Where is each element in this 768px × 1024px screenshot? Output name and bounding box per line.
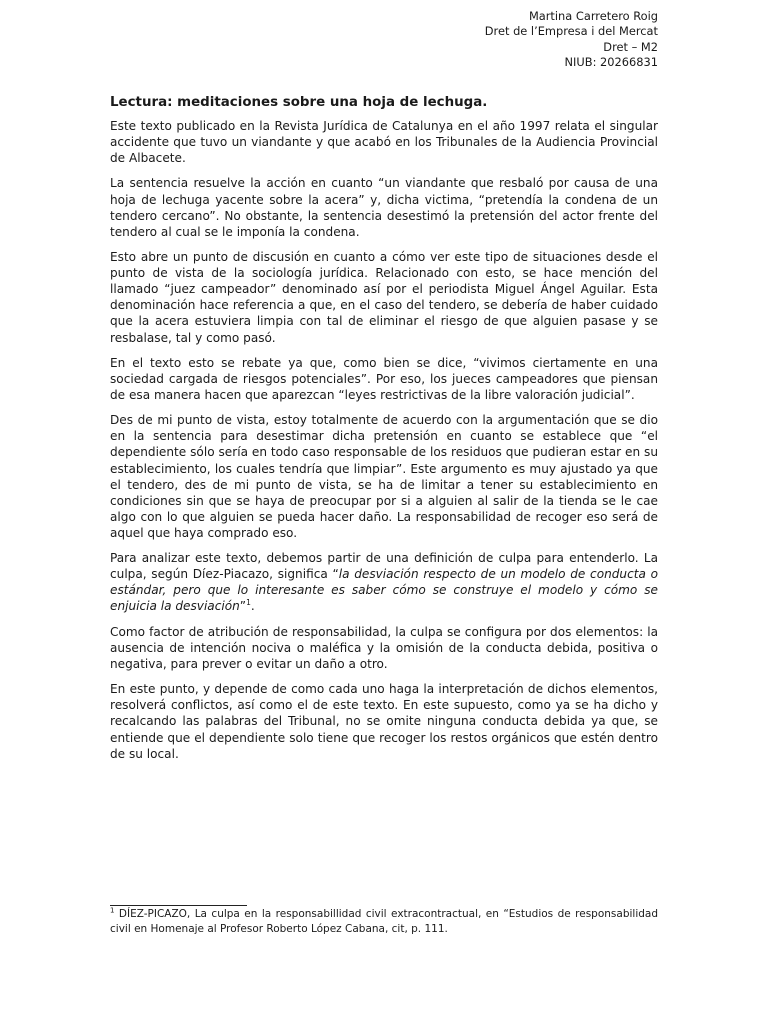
italic-quote: la desviación respecto de un modelo de conducta o estándar, pero que lo interesante es saber cómo se construye el modelo y cómo se enjuicia la desviación xyxy=(110,567,658,614)
paragraph: La sentencia resuelve la acción en cuanto “un viandante que resbaló por causa de una hoja de lechuga yacente sobre la acera” y, dicha victima, “pretendía la condena de un tendero cercano”. No obstante, la sentencia desestimó la pretensión del actor frente del tendero al cual se le imponía la condena. xyxy=(110,176,658,239)
course-group: Dret – M2 xyxy=(603,39,658,54)
paragraph: Este texto publicado en la Revista Jurídica de Catalunya en el año 1997 relata el singular accidente que tuvo un viandante y que acabó en los Tribunales de la Audiencia Provincial de Albacete. xyxy=(110,119,658,166)
quote-close: ” xyxy=(239,599,247,614)
student-id: NIUB: 20266831 xyxy=(564,55,658,70)
course-name: Dret de l’Empresa i del Mercat xyxy=(484,24,658,39)
paragraph: Des de mi punto de vista, estoy totalmente de acuerdo con la argumentación que se dio en la sentencia para desestimar dicha pretensión en cuanto se establece que “el dependiente sólo sería en todo caso responsable de los residuos que pudieran estar en su establecimiento, los cuales tendría que limpiar”. Este argumento es muy ajustado ya que el tendero, des de mi punto de vista, se ha de limitar a tener su establecimiento en condiciones sin que se haya de preocupar por si a alguien al salir de la tienda se le cae algo con lo que alguien se pueda hacer daño. La responsabilidad de recoger eso será de aquel que haya comprado eso. xyxy=(110,413,658,540)
paragraph: En este punto, y depende de como cada uno haga la interpretación de dichos elementos, resolverá conflictos, así como el de este texto. En este supuesto, como ya se ha dicho y recalcando las palabras del Tribunal, no se omite ninguna conducta debida ya que, se entiende que el dependiente solo tiene que recoger los restos orgánicos que estén dentro de su local. xyxy=(110,682,658,761)
footnote-text: DÍEZ-PICAZO, La culpa en la responsabillidad civil extracontractual, en “Estudios de responsabilidad civil en Homenaje al Profesor Roberto López Cabana, cit, p. 111. xyxy=(110,908,658,936)
footnote-marker: 1 xyxy=(110,906,115,915)
paragraph-end: . xyxy=(250,599,255,614)
author-header xyxy=(485,9,658,71)
document-body xyxy=(110,118,658,771)
author-name: Martina Carretero Roig xyxy=(528,9,658,23)
footnote-reference: 1 xyxy=(246,598,251,608)
paragraph: Esto abre un punto de discusión en cuanto a cómo ver este tipo de situaciones desde el punto de vista de la sociología jurídica. Relacionado con esto, se hace mención del llamado “juez campeador” denominado así por el periodista Miguel Ángel Aguilar. Esta denominación hace referencia a que, en el caso del tendero, se debería de haber cuidado que la acera estuviera limpia con tal de eliminar el riesgo de que alguien pasase y se resbalase, tal y como pasó. xyxy=(110,250,658,345)
paragraph: Como factor de atribución de responsabilidad, la culpa se configura por dos elementos: la ausencia de intención nociva o maléfica y la omisión de la conducta debida, positiva o negativa, para prever o evitar un daño a otro. xyxy=(110,624,658,671)
footnote xyxy=(110,907,658,938)
document-title: Lectura: meditaciones sobre una hoja de lechuga. xyxy=(110,95,488,110)
paragraph-culpa-definition xyxy=(110,550,658,614)
paragraph-text: Para analizar este texto, debemos partir de una definición de culpa para entenderlo. La culpa, según Díez-Piacazo, significa “ xyxy=(110,551,658,582)
footnote-separator xyxy=(110,905,247,906)
paragraph: En el texto esto se rebate ya que, como bien se dice, “vivimos ciertamente en una sociedad cargada de riesgos potenciales”. Por eso, los jueces campeadores que piensan de esa manera hacen que aparezcan “leyes restrictivas de la libre valoración judicial”. xyxy=(110,355,658,402)
